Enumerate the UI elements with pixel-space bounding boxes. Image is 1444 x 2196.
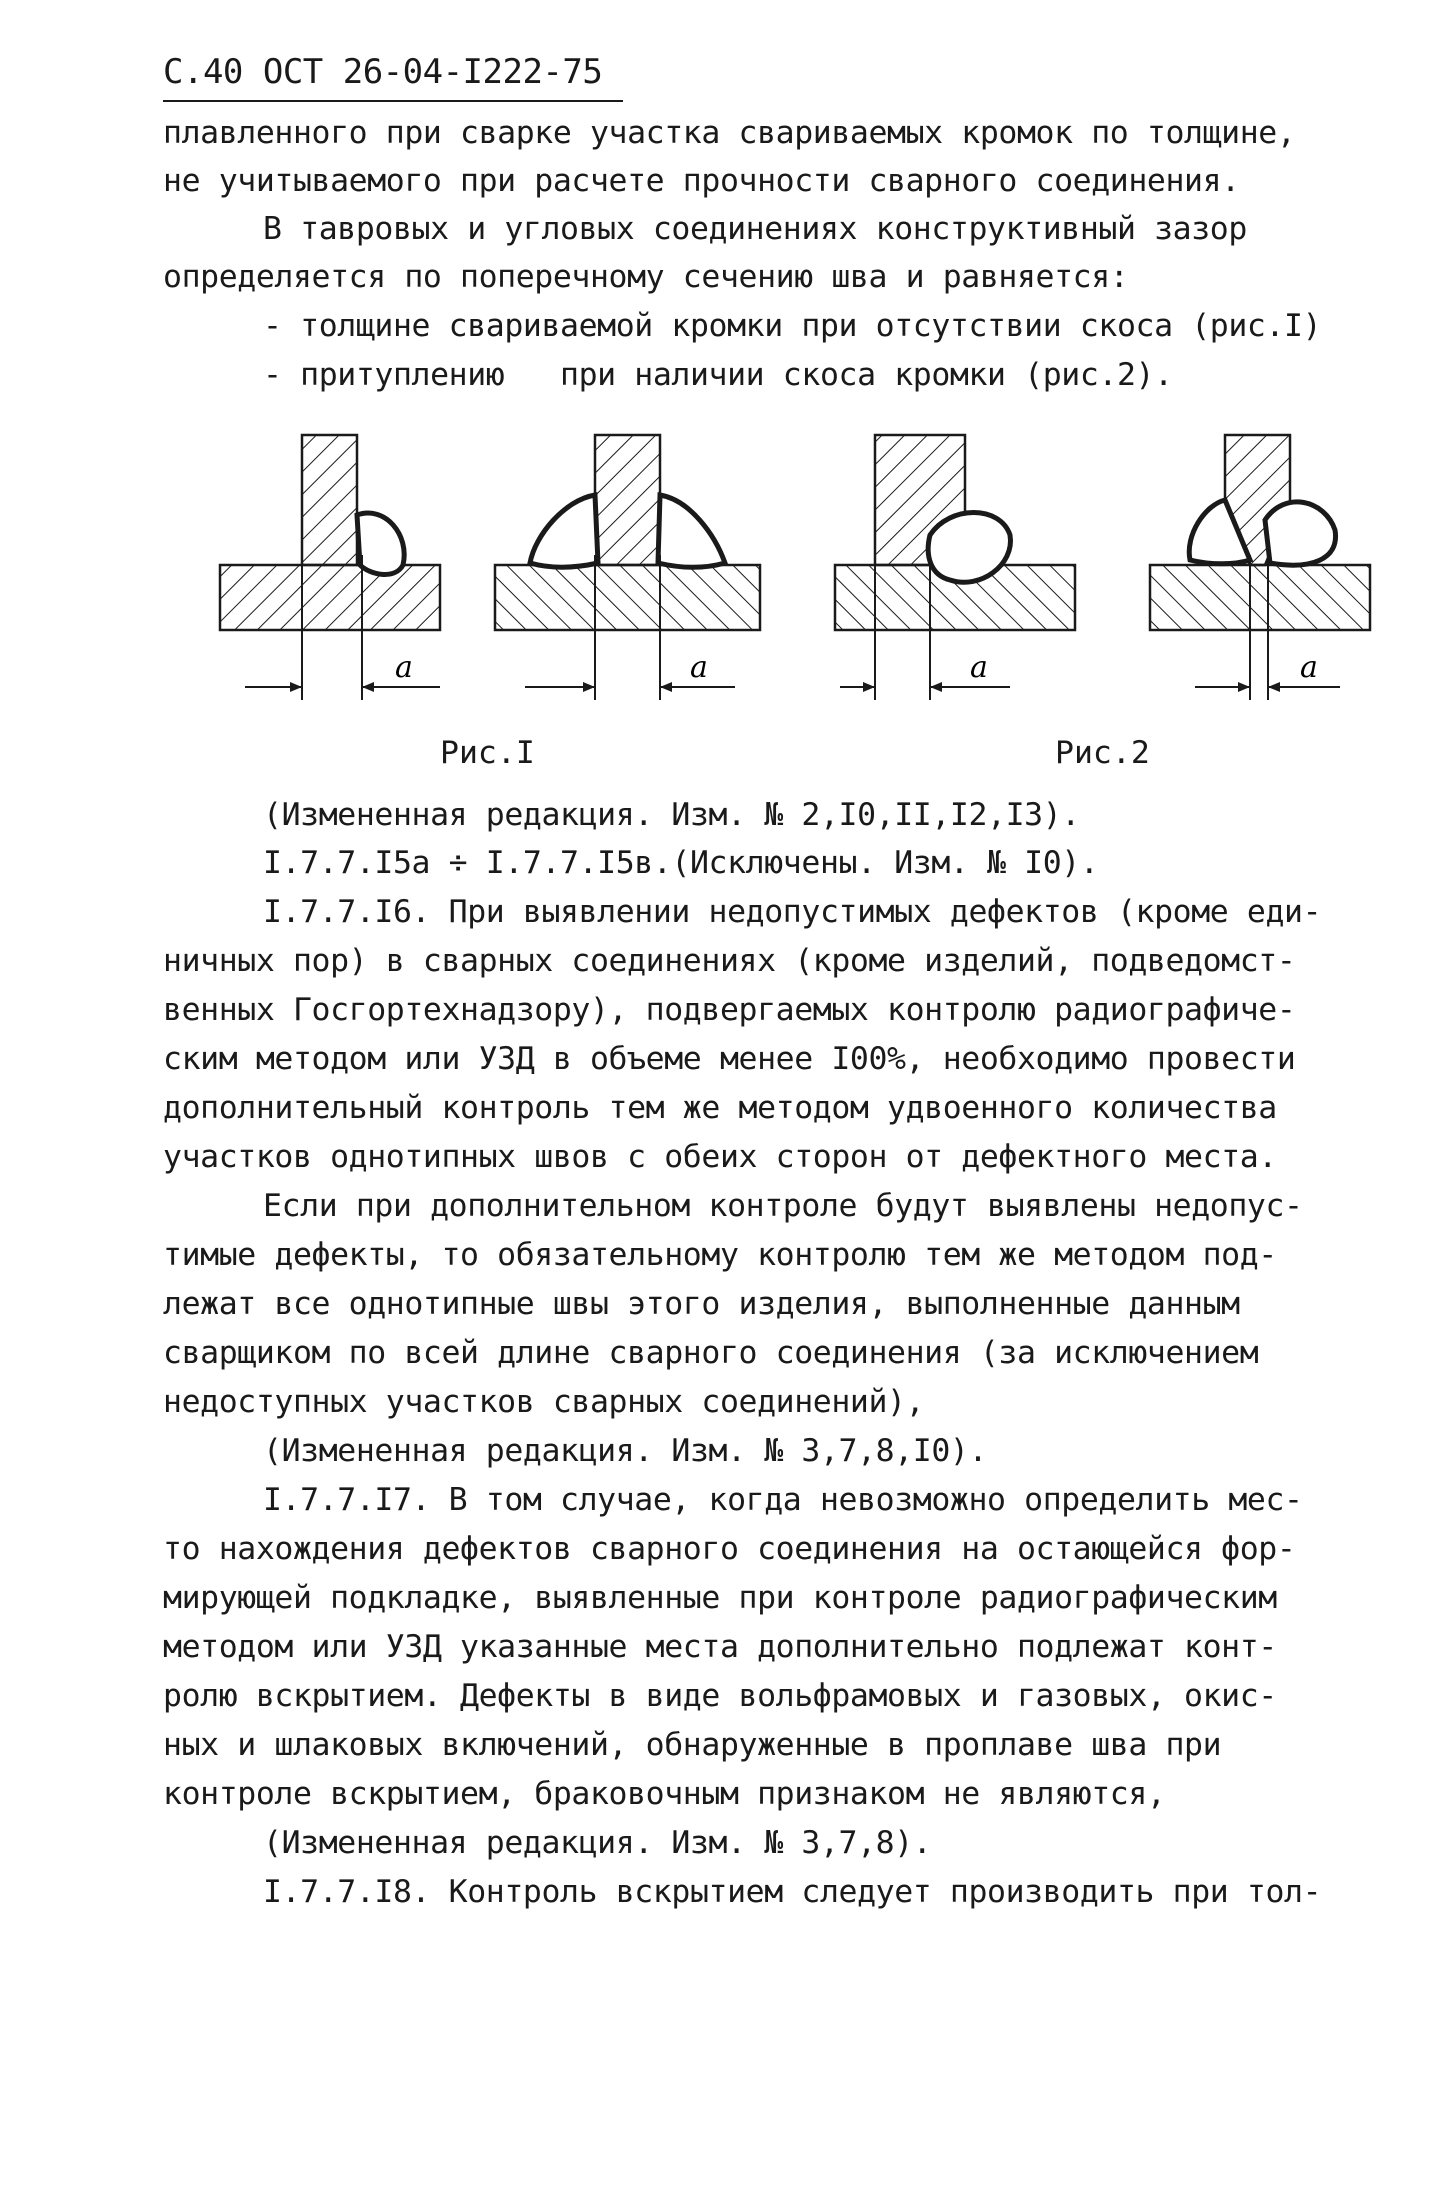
- text-line-3: В тавровых и угловых соединениях конструктивный зазор: [263, 211, 1247, 247]
- figure-caption-2: Рис.2: [1055, 735, 1150, 771]
- text-line-13: дополнительный контроль тем же методом удвоенного количества: [163, 1090, 1277, 1126]
- page-header: С.40 ОСТ 26-04-I222-75: [163, 52, 603, 92]
- dimension-label-4: a: [1300, 650, 1318, 685]
- dimension-label-1: a: [395, 650, 413, 685]
- text-line-2: не учитываемого при расчете прочности сварного соединения.: [163, 163, 1240, 199]
- weld-figures: [210, 405, 1410, 725]
- figure-1b: [495, 435, 760, 700]
- text-line-19: недоступных участков сварных соединений),: [163, 1384, 925, 1420]
- text-line-15: Если при дополнительном контроле будут выявлены недопус-: [263, 1188, 1303, 1224]
- text-line-25: ролю вскрытием. Дефекты в виде вольфрамовых и газовых, окис-: [163, 1678, 1277, 1714]
- text-line-28: (Измененная редакция. Изм. № 3,7,8).: [263, 1825, 932, 1861]
- text-line-4: определяется по поперечному сечению шва и равняется:: [163, 259, 1129, 295]
- text-line-21: I.7.7.I7. В том случае, когда невозможно определить мес-: [263, 1482, 1303, 1518]
- text-line-16: тимые дефекты, то обязательному контролю тем же методом под-: [163, 1237, 1277, 1273]
- text-line-8: I.7.7.I5а ÷ I.7.7.I5в.(Исключены. Изм. № I0).: [263, 845, 1099, 881]
- text-line-26: ных и шлаковых включений, обнаруженные в проплаве шва при: [163, 1727, 1222, 1763]
- text-line-5: - толщине свариваемой кромки при отсутствии скоса (рис.I): [263, 308, 1322, 344]
- text-line-29: I.7.7.I8. Контроль вскрытием следует производить при тол-: [263, 1874, 1322, 1910]
- figure-2b: [1150, 435, 1370, 700]
- text-line-1: плавленного при сварке участка свариваемых кромок по толщине,: [163, 115, 1296, 151]
- text-line-10: ничных пор) в сварных соединениях (кроме изделий, подведомст-: [163, 943, 1296, 979]
- text-line-27: контроле вскрытием, браковочным признаком не являются,: [163, 1776, 1166, 1812]
- dimension-label-3: a: [970, 650, 988, 685]
- text-line-9: I.7.7.I6. При выявлении недопустимых дефектов (кроме еди-: [263, 894, 1322, 930]
- text-line-17: лежат все однотипные швы этого изделия, выполненные данным: [163, 1286, 1240, 1322]
- figure-caption-1: Рис.I: [440, 735, 535, 771]
- text-line-11: венных Госгортехнадзору), подвергаемых контролю радиографиче-: [163, 992, 1296, 1028]
- text-line-14: участков однотипных швов с обеих сторон от дефектного места.: [163, 1139, 1277, 1175]
- text-line-24: методом или УЗД указанные места дополнительно подлежат конт-: [163, 1629, 1277, 1665]
- text-line-20: (Измененная редакция. Изм. № 3,7,8,I0).: [263, 1433, 988, 1469]
- text-line-12: ским методом или УЗД в объеме менее I00%, необходимо провести: [163, 1041, 1296, 1077]
- figure-2a: [835, 435, 1075, 700]
- text-line-23: мирующей подкладке, выявленные при контроле радиографическим: [163, 1580, 1277, 1616]
- text-line-6: - притуплению при наличии скоса кромки (рис.2).: [263, 357, 1173, 393]
- text-line-7: (Измененная редакция. Изм. № 2,I0,II,I2,I3).: [263, 797, 1080, 833]
- text-line-22: то нахождения дефектов сварного соединения на остающейся фор-: [163, 1531, 1296, 1567]
- text-line-18: сварщиком по всей длине сварного соединения (за исключением: [163, 1335, 1259, 1371]
- dimension-label-2: a: [690, 650, 708, 685]
- header-underline: [163, 100, 623, 102]
